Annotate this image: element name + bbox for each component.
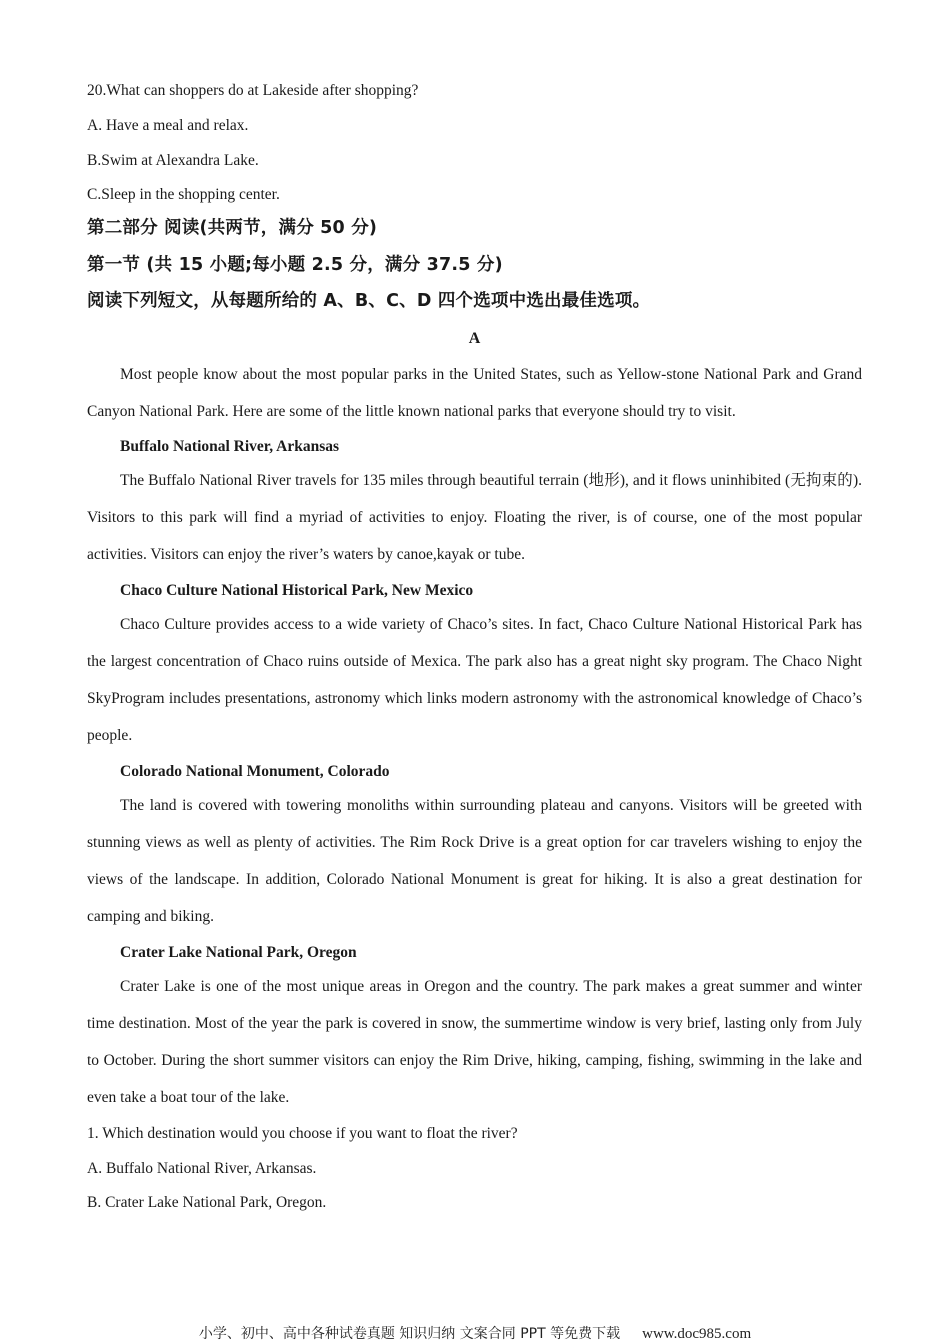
- park-text-chaco: Chaco Culture provides access to a wide variety of Chaco’s sites. In fact, Chaco Culture National Historical Park has the largest concentration of Chaco ruins outside of Mexica. The park also has a great night sky program. The Chaco Night SkyProgram includes presentations, astronomy which links modern astronomy with the astronomical knowledge of Chaco’s people.: [87, 616, 862, 744]
- footer-text: 小学、初中、高中各种试卷真题 知识归纳 文案合同 PPT 等免费下载: [198, 1326, 621, 1342]
- passage-intro: Most people know about the most popular parks in the United States, such as Yellow-stone National Park and Grand Canyon National Park. Here are some of the little known national parks that everyone should try to visit.: [87, 366, 862, 420]
- park-heading-colorado: Colorado National Monument, Colorado: [120, 763, 390, 780]
- part-title: 第二部分 阅读(共两节，满分 50 分): [87, 218, 378, 238]
- park-heading-buffalo: Buffalo National River, Arkansas: [120, 438, 340, 455]
- question-20-option-b: B.Swim at Alexandra Lake.: [87, 152, 259, 169]
- question-1-stem: 1. Which destination would you choose if you want to float the river?: [87, 1125, 518, 1142]
- instruction: 阅读下列短文，从每题所给的 A、B、C、D 四个选项中选出最佳选项。: [87, 291, 651, 311]
- question-20-option-c: C.Sleep in the shopping center.: [87, 186, 280, 203]
- question-20-stem: 20.What can shoppers do at Lakeside after shopping?: [87, 82, 419, 99]
- park-text-buffalo: The Buffalo National River travels for 135 miles through beautiful terrain (地形), and it flows uninhibited (无拘束的). Visitors to this park will find a myriad of activities to enjoy. Floating the river, is of course, one of the most popular activities. Visitors can enjoy the river’s waters by canoe,kayak or tube.: [87, 472, 862, 563]
- question-1-option-b: B. Crater Lake National Park, Oregon.: [87, 1194, 327, 1211]
- passage-label: A: [468, 330, 481, 347]
- footer-url-link[interactable]: www.doc985.com: [642, 1326, 752, 1342]
- question-20-option-a: A. Have a meal and relax.: [87, 117, 249, 134]
- question-1-option-a: A. Buffalo National River, Arkansas.: [87, 1160, 317, 1177]
- park-text-colorado: The land is covered with towering monoliths within surrounding plateau and canyons. Visitors will be greeted with stunning views as well as plenty of activities. The Rim Rock Drive is a great option for car travelers wishing to enjoy the views of the landscape. In addition, Colorado National Monument is great for hiking. It is also a great destination for camping and biking.: [87, 797, 862, 925]
- subsection-title: 第一节 (共 15 小题;每小题 2.5 分，满分 37.5 分): [87, 255, 503, 275]
- park-text-crater-lake: Crater Lake is one of the most unique areas in Oregon and the country. The park makes a great summer and winter time destination. Most of the year the park is covered in snow, the summertime window is very brief, lasting only from July to October. During the short summer visitors can enjoy the Rim Drive, hiking, camping, fishing, swimming in the lake and even take a boat tour of the lake.: [87, 978, 862, 1106]
- park-heading-chaco: Chaco Culture National Historical Park, New Mexico: [120, 582, 474, 599]
- park-heading-crater-lake: Crater Lake National Park, Oregon: [120, 944, 357, 961]
- page-footer: [0, 1323, 950, 1343]
